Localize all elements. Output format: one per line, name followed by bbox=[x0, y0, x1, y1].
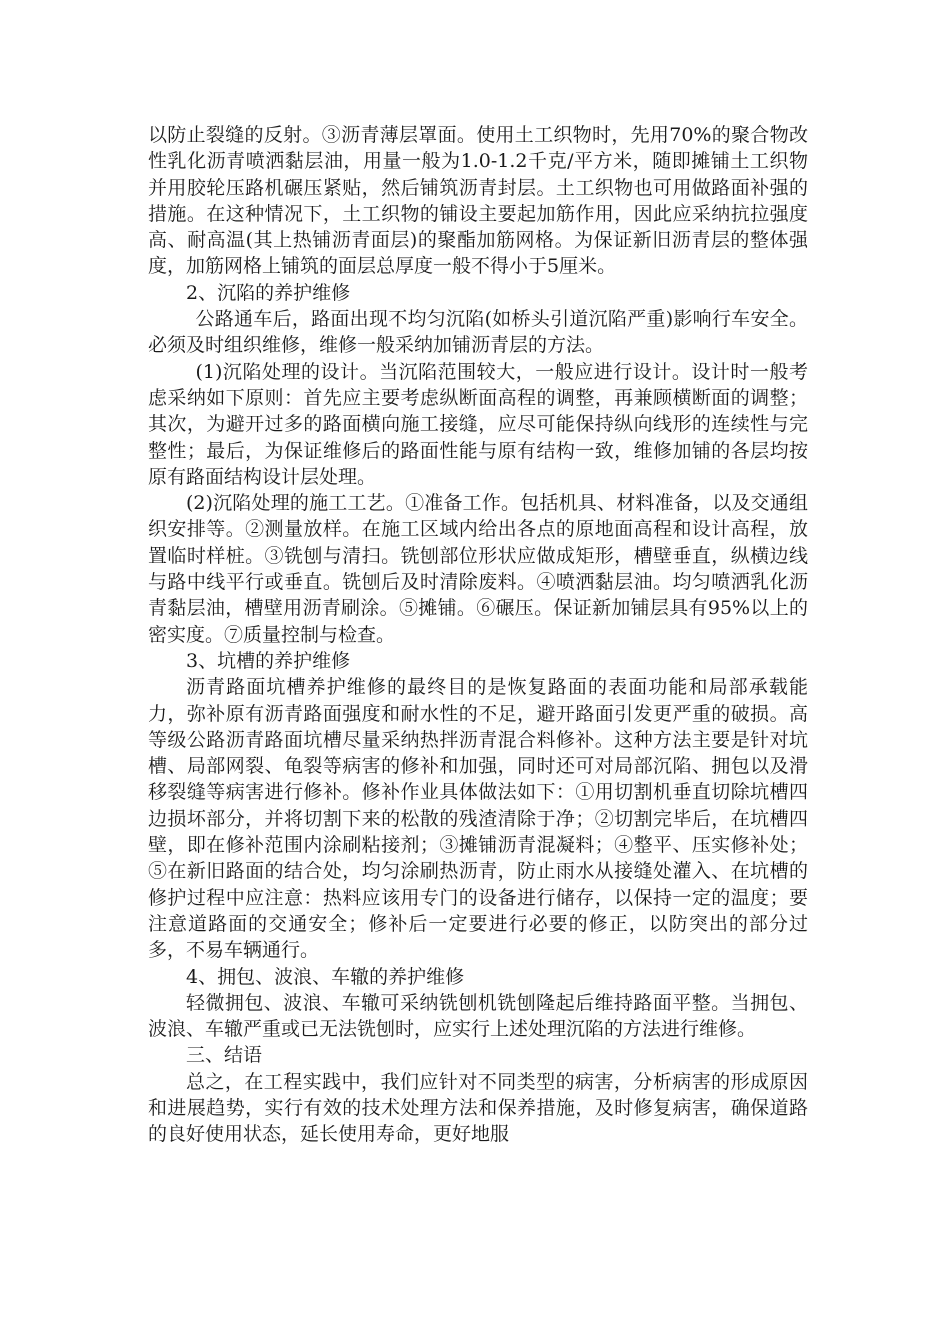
paragraph-subsidence-process: (2)沉陷处理的施工工艺。①准备工作。包括机具、材料准备，以及交通组织安排等。②测量放样。在施工区域内给出各点的原地面高程和设计高程，放置临时样桩。③铣刨与清扫。铣刨部位形状应做成矩形，槽壁垂直，纵横边线与路中线平行或垂直。铣刨后及时清除废料。④喷洒黏层油。均匀喷洒乳化沥青黏层油，槽壁用沥青刷涂。⑤摊铺。⑥碾压。保证新加铺层具有95%以上的密实度。⑦质量控制与检查。 bbox=[148, 492, 808, 646]
paragraph-subsidence-design: (1)沉陷处理的设计。当沉陷范围较大，一般应进行设计。设计时一般考虑采纳如下原则：首先应主要考虑纵断面高程的调整，再兼顾横断面的调整；其次，为避开过多的路面横向施工接缝，应尽可能保持纵向线形的连续性与完整性；最后，为保证维修后的路面性能与原有结构一致，维修加铺的各层均按原有路面结构设计层处理。 bbox=[148, 360, 808, 488]
paragraph-subsidence-intro: 公路通车后，路面出现不均匀沉陷(如桥头引道沉陷严重)影响行车安全。必须及时组织维修，维修一般采纳加铺沥青层的方法。 bbox=[148, 308, 808, 357]
paragraph-conclusion: 总之，在工程实践中，我们应针对不同类型的病害，分析病害的形成原因和进展趋势，实行有效的技术处理方法和保养措施，及时修复病害，确保道路的良好使用状态，延长使用寿命，更好地服 bbox=[148, 1070, 808, 1146]
section-heading-conclusion: 三、结语 bbox=[186, 1044, 263, 1067]
paragraph-geotextile: 以防止裂缝的反射。③沥青薄层罩面。使用土工织物时，先用70%的聚合物改性乳化沥青喷洒黏层油，用量一般为1.0-1.2千克/平方米，随即摊铺土工织物并用胶轮压路机碾压紧贴，然后铺筑沥青封层。土工织物也可用做路面补强的措施。在这种情况下，土工织物的铺设主要起加筋作用，因此应采纳抗拉强度高、耐高温(其上热铺沥青面层)的聚酯加筋网格。为保证新旧沥青层的整体强度，加筋网格上铺筑的面层总厚度一般不得小于5厘米。 bbox=[148, 124, 808, 278]
section-heading-subsidence: 2、沉陷的养护维修 bbox=[186, 281, 351, 304]
section-heading-pothole: 3、坑槽的养护维修 bbox=[186, 649, 351, 672]
document-body bbox=[148, 122, 808, 1148]
paragraph-pothole: 沥青路面坑槽养护维修的最终目的是恢复路面的表面功能和局部承载能力，弥补原有沥青路面强度和耐水性的不足，避开路面引发更严重的破损。高等级公路沥青路面坑槽尽量采纳热拌沥青混合料修补。这种方法主要是针对坑槽、局部网裂、龟裂等病害的修补和加强，同时还可对局部沉陷、拥包以及滑移裂缝等病害进行修补。修补作业具体做法如下：①用切割机垂直切除坑槽四边损坏部分，并将切割下来的松散的残渣清除于净；②切割完毕后，在坑槽四壁，即在修补范围内涂刷粘接剂；③摊铺沥青混凝料；④整平、压实修补处；⑤在新旧路面的结合处，均匀涂刷热沥青，防止雨水从接缝处灌入、在坑槽的修护过程中应注意：热料应该用专门的设备进行储存，以保持一定的温度；要注意道路面的交通安全；修补后一定要进行必要的修正，以防突出的部分过多，不易车辆通行。 bbox=[148, 676, 808, 962]
section-heading-rutting: 4、拥包、波浪、车辙的养护维修 bbox=[186, 965, 465, 988]
paragraph-rutting: 轻微拥包、波浪、车辙可采纳铣刨机铣刨隆起后维持路面平整。当拥包、波浪、车辙严重或已无法铣刨时，应实行上述处理沉陷的方法进行维修。 bbox=[148, 991, 808, 1041]
